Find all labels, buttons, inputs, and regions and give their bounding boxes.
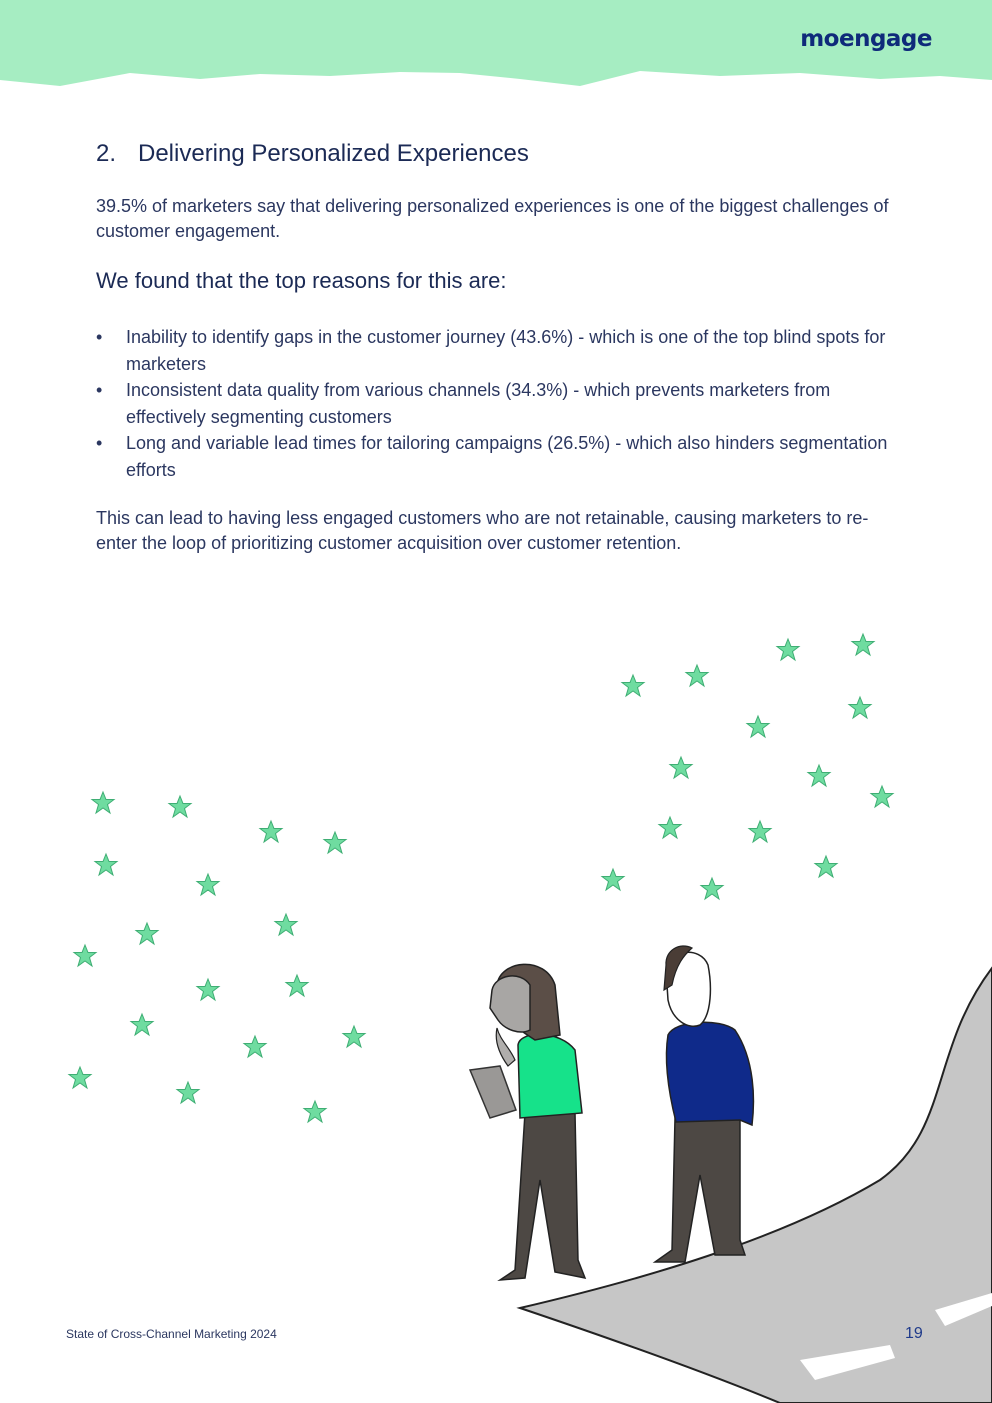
section-number: 2. bbox=[96, 140, 117, 167]
intro-paragraph: 39.5% of marketers say that delivering personalized experiences is one of the biggest challenges of customer engagement. bbox=[96, 196, 889, 241]
list-item bbox=[96, 324, 896, 377]
section-heading bbox=[96, 140, 529, 168]
people-on-road-illustration bbox=[0, 600, 992, 1403]
bullet-icon: • bbox=[96, 433, 103, 453]
list-item-text: Inability to identify gaps in the customer journey (43.6%) - which is one of the top blind spots for marketers bbox=[126, 327, 886, 374]
closing-paragraph: This can lead to having less engaged customers who are not retainable, causing marketers to re-enter the loop of prioritizing customer acquisition over customer retention. bbox=[96, 508, 869, 553]
moengage-logo: moengage bbox=[800, 26, 932, 52]
list-item-text: Inconsistent data quality from various channels (34.3%) - which prevents marketers from effectively segmenting customers bbox=[126, 380, 831, 427]
section-title: Delivering Personalized Experiences bbox=[138, 140, 529, 167]
bullet-icon: • bbox=[96, 380, 103, 400]
list-item bbox=[96, 377, 896, 430]
report-title: State of Cross-Channel Marketing 2024 bbox=[66, 1327, 277, 1341]
woman-figure bbox=[470, 964, 585, 1280]
reasons-list bbox=[96, 324, 896, 483]
reasons-subheading: We found that the top reasons for this are: bbox=[96, 268, 507, 293]
stars-decoration bbox=[69, 634, 893, 1122]
page-number: 19 bbox=[905, 1325, 923, 1342]
man-figure bbox=[655, 946, 753, 1262]
list-item-text: Long and variable lead times for tailoring campaigns (26.5%) - which also hinders segmentation efforts bbox=[126, 433, 888, 480]
list-item bbox=[96, 430, 896, 483]
bullet-icon: • bbox=[96, 327, 103, 347]
